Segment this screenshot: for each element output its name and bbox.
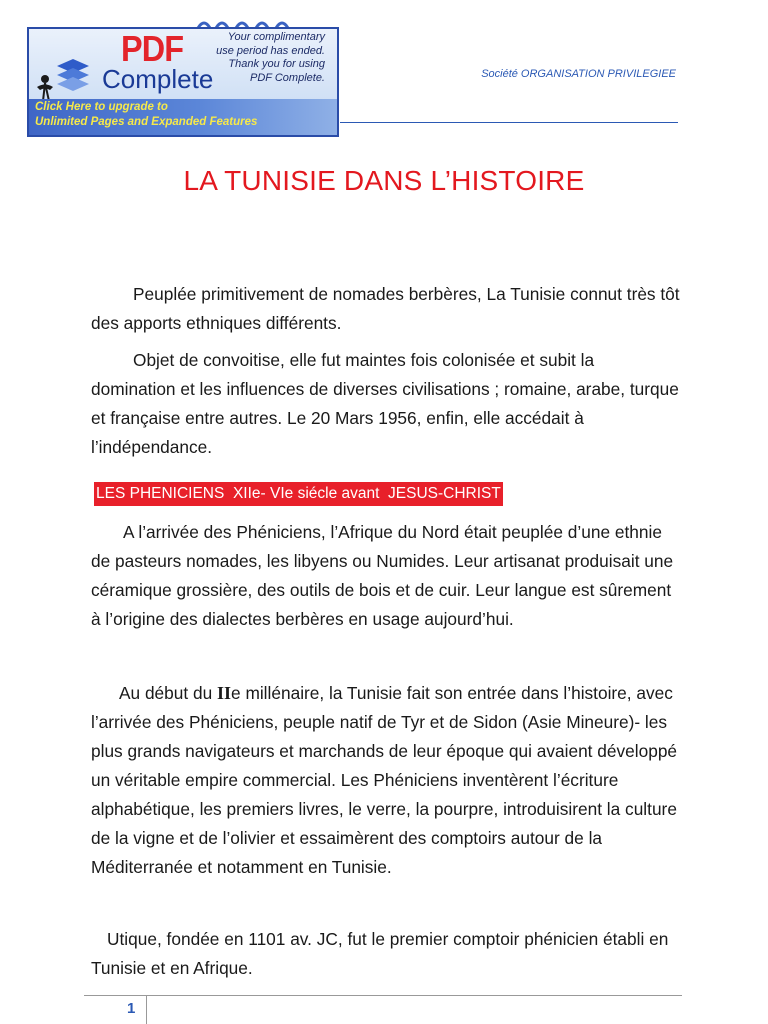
header-rule — [340, 122, 678, 123]
paragraph-intro: Peuplée primitivement de nomades berbères, La Tunisie connut très tôt des apports ethniques différents. — [91, 284, 680, 333]
upgrade-link[interactable] — [29, 99, 337, 137]
pdf-complete-banner[interactable] — [27, 27, 339, 137]
upgrade-link-line[interactable]: Unlimited Pages and Expanded Features — [35, 115, 258, 128]
upgrade-link-line[interactable]: Click Here to upgrade to — [35, 101, 168, 113]
paragraph-arrivee: A l’arrivée des Phéniciens, l’Afrique du Nord était peuplée d’une ethnie de pasteurs nomades, les libyens ou Numides. Leur artisanat produisait une céramique grossière, des outils de bois et de cuir. Leur langue est sûrement à l’origine des dialectes berbères en usage aujourd’hui. — [91, 522, 674, 629]
footer-separator — [146, 996, 147, 1024]
paragraph-millenaire-start: Au début du — [119, 683, 218, 703]
paragraph-millenaire-rest: e millénaire, la Tunisie fait son entrée dans l’histoire, avec l’arrivée des Phéniciens, peuple natif de Tyr et de Sidon (Asie Mineure)- les plus grands navigateurs et marchands de leur époque qui avaient développé un véritable empire commercial. Les Phéniciens inventèrent l’écriture alphabétique, les premiers livres, le verre, la pourpre, introduisirent la culture de la vigne et de l’olivier et essaimèrent des comptoirs autour de la Méditerranée et notamment en Tunisie. — [91, 683, 678, 877]
pdf-logo-text: PDF — [121, 28, 184, 69]
complete-logo-text: Complete — [102, 64, 214, 94]
trial-notice-line: PDF Complete. — [250, 71, 325, 84]
page-number: 1 — [127, 1000, 136, 1017]
trial-notice — [175, 31, 325, 85]
trial-notice-line: Thank you for using — [228, 58, 325, 70]
document-title: LA TUNISIE DANS L’HISTOIRE — [183, 165, 585, 196]
footer-rule — [84, 995, 682, 996]
section-heading-pheniciens: LES PHENICIENS XIIe- VIe siécle avant JESUS-CHRIST — [94, 482, 503, 506]
company-name: Société ORGANISATION PRIVILEGIEE — [481, 68, 676, 80]
trial-notice-line: Your complimentary — [227, 31, 325, 43]
paragraph-millenaire — [91, 679, 683, 882]
trial-notice-line: use period has ended. — [216, 44, 325, 57]
paragraph-utique: Utique, fondée en 1101 av. JC, fut le premier comptoir phénicien établi en Tunisie et en Afrique. — [91, 929, 669, 978]
roman-numeral: II — [217, 683, 232, 703]
paragraph-colonisation: Objet de convoitise, elle fut maintes fois colonisée et subit la domination et les influences de diverses civilisations ; romaine, arabe, turque et française entre autres. Le 20 Mars 1956, enfin, elle accédait à l’indépendance. — [91, 350, 679, 457]
